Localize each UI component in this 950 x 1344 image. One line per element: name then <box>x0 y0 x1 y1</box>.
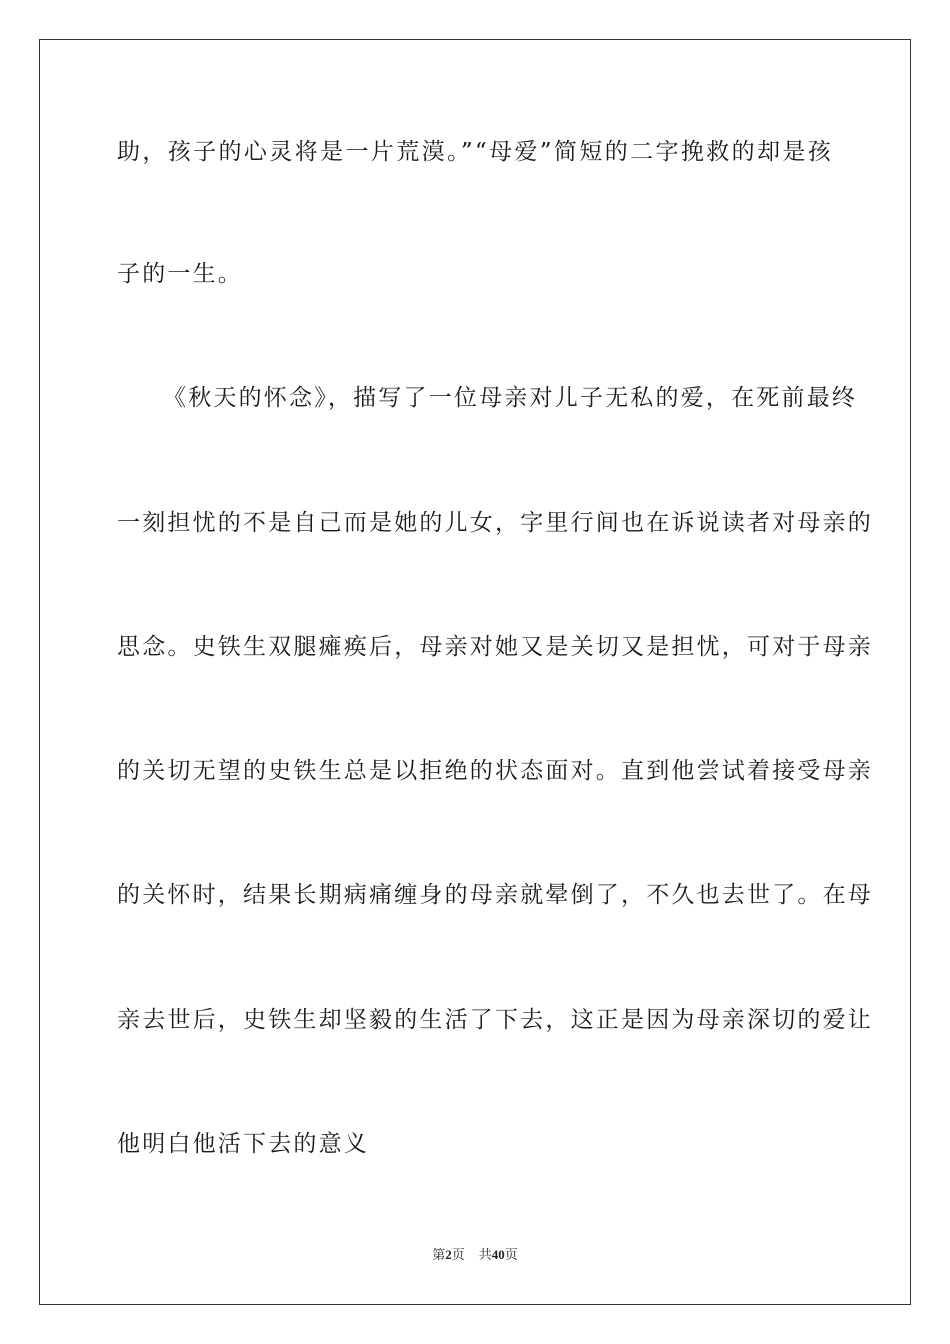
body-line-2: 子的一生。 <box>117 261 243 287</box>
body-line-3: 《秋天的怀念》，描写了一位母亲对儿子无私的爱，在死前最终 <box>163 385 858 411</box>
body-line-1: 助，孩子的心灵将是一片荒漠。”“母爱”简短的二字挽救的却是孩 <box>117 139 833 165</box>
total-prefix: 共 <box>478 1248 492 1263</box>
total-suffix: 页 <box>504 1248 518 1263</box>
page-footer <box>0 1246 950 1265</box>
page-suffix: 页 <box>451 1248 465 1263</box>
page-prefix: 第 <box>432 1248 446 1263</box>
body-line-5: 思念。史铁生双腿瘫痪后，母亲对她又是关切又是担忧，可对于母亲 <box>117 634 873 660</box>
body-line-8: 亲去世后，史铁生却坚毅的生活了下去，这正是因为母亲深切的爱让 <box>117 1007 873 1033</box>
body-line-9: 他明白他活下去的意义 <box>117 1131 369 1157</box>
body-line-4: 一刻担忧的不是自己而是她的儿女，字里行间也在诉说读者对母亲的 <box>117 510 873 536</box>
total-pages: 40 <box>491 1247 505 1262</box>
page-number: 2 <box>445 1247 452 1262</box>
body-line-6: 的关切无望的史铁生总是以拒绝的状态面对。直到他尝试着接受母亲 <box>117 758 873 784</box>
body-line-7: 的关怀时，结果长期病痛缠身的母亲就晕倒了，不久也去世了。在母 <box>117 882 873 908</box>
page-border <box>39 39 911 1305</box>
